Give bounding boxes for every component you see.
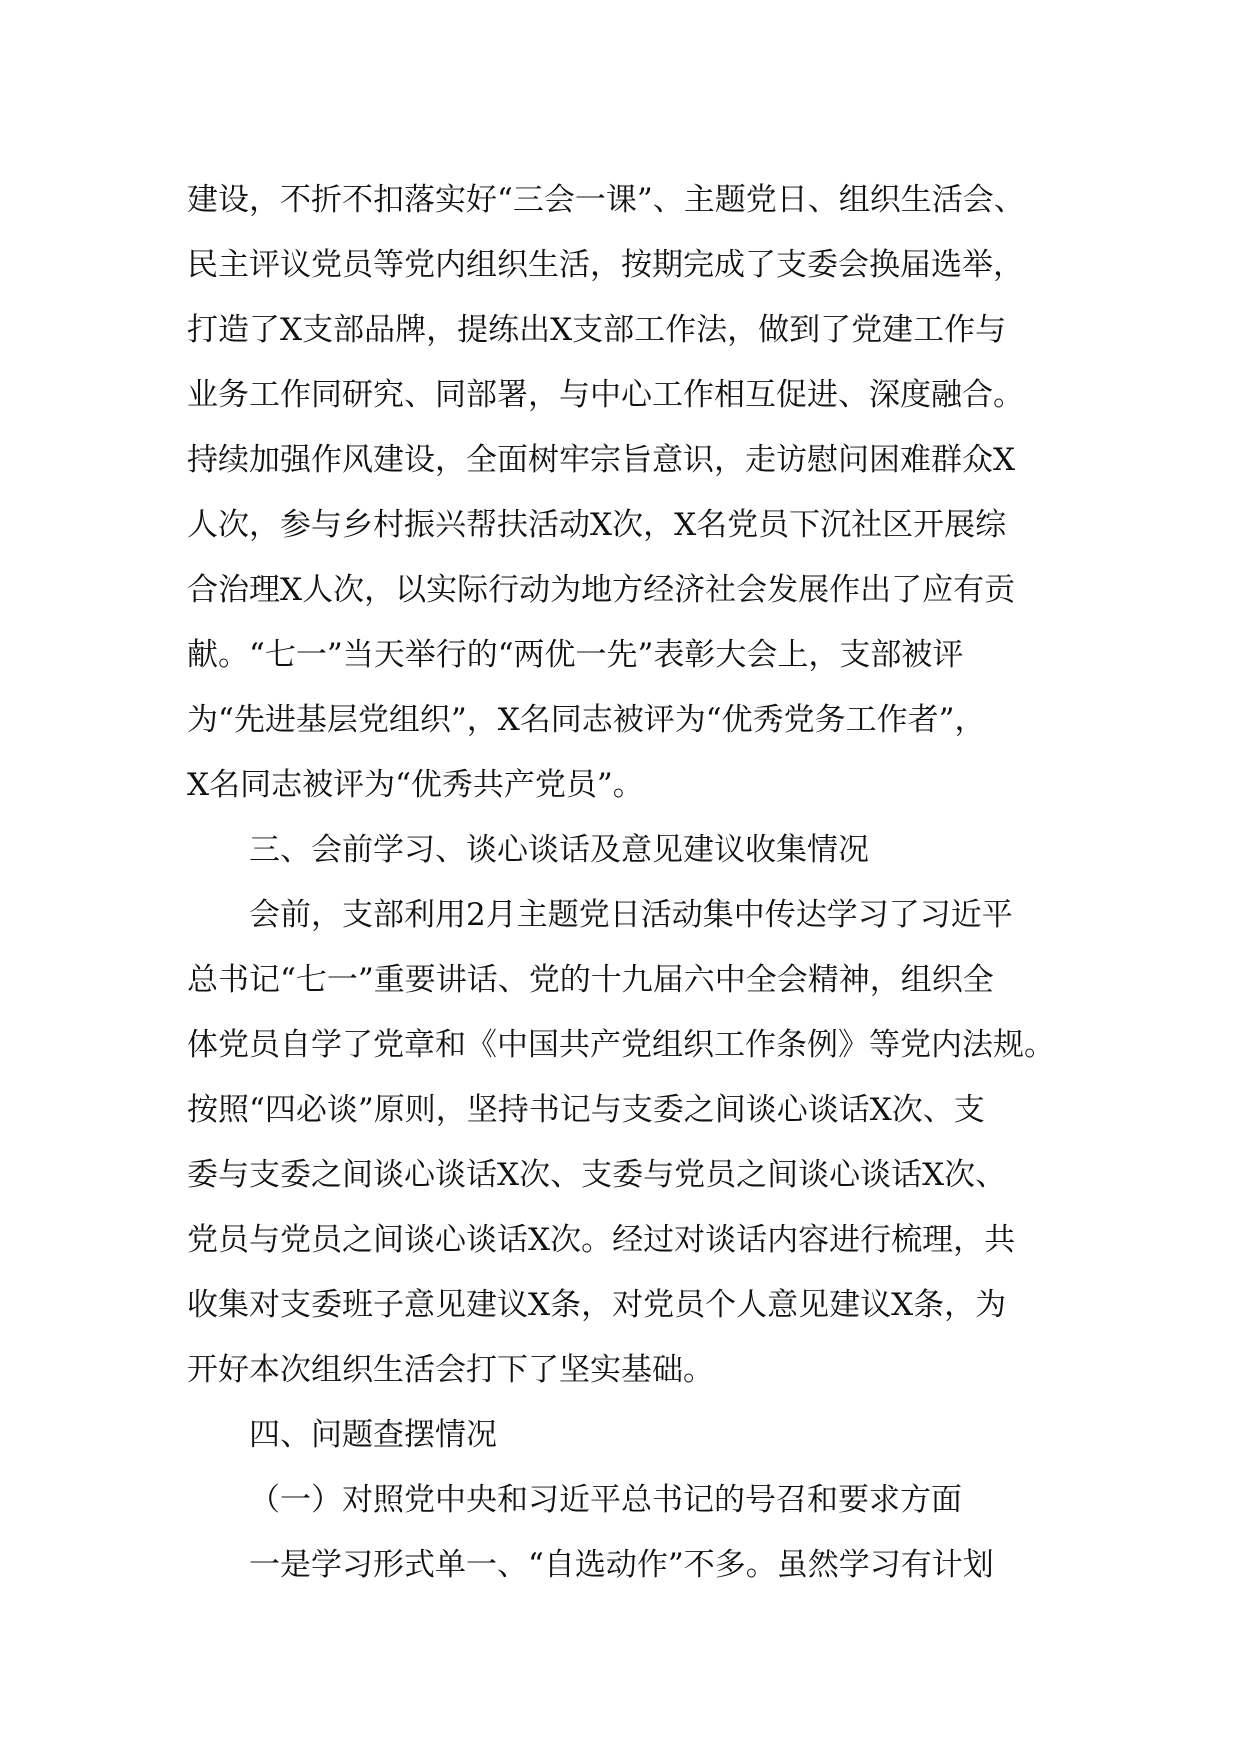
text-line: 党员与党员之间谈心谈话X次。经过对谈话内容进行梳理，共 xyxy=(187,1222,1016,1258)
text-line: 按照“四必谈”原则，坚持书记与支委之间谈心谈话X次、支 xyxy=(187,1092,985,1128)
text-line: 民主评议党员等党内组织生活，按期完成了支委会换届选举， xyxy=(187,247,1024,283)
text-line: 会前，支部利用2月主题党日活动集中传达学习了习近平 xyxy=(249,897,1013,933)
text-line: 体党员自学了党章和《中国共产党组织工作条例》等党内法规。 xyxy=(187,1027,1055,1063)
text-line: （一）对照党中央和习近平总书记的号召和要求方面 xyxy=(249,1482,962,1518)
text-line: 打造了X支部品牌，提练出X支部工作法，做到了党建工作与 xyxy=(187,312,1007,348)
text-line: 一是学习形式单一、“自选动作”不多。虽然学习有计划 xyxy=(249,1547,994,1583)
text-line: 收集对支委班子意见建议X条，对党员个人意见建议X条，为 xyxy=(187,1287,1007,1323)
text-line: 开好本次组织生活会打下了坚实基础。 xyxy=(187,1352,714,1388)
text-line: 业务工作同研究、同部署，与中心工作相互促进、深度融合。 xyxy=(187,377,1024,413)
document-body xyxy=(187,168,1067,1598)
section-heading xyxy=(187,818,1067,883)
section-heading xyxy=(187,1468,1067,1533)
text-line: 持续加强作风建设，全面树牢宗旨意识，走访慰问困难群众X xyxy=(187,442,1016,478)
text-line: 三、会前学习、谈心谈话及意见建议收集情况 xyxy=(249,832,869,868)
paragraph xyxy=(187,1533,1067,1598)
paragraph xyxy=(187,168,1067,818)
text-line: 四、问题查摆情况 xyxy=(249,1417,497,1453)
text-line: 合治理X人次，以实际行动为地方经济社会发展作出了应有贡 xyxy=(187,572,1016,608)
text-line: 总书记“七一”重要讲话、党的十九届六中全会精神，组织全 xyxy=(187,962,994,998)
text-line: X名同志被评为“优秀共产党员”。 xyxy=(187,767,644,803)
text-line: 人次，参与乡村振兴帮扶活动X次，X名党员下沉社区开展综 xyxy=(187,507,1007,543)
text-line: 为“先进基层党组织”，X名同志被评为“优秀党务工作者”， xyxy=(187,702,986,738)
text-line: 建设，不折不扣落实好“三会一课”、主题党日、组织生活会、 xyxy=(187,182,1025,218)
section-heading xyxy=(187,1403,1067,1468)
paragraph xyxy=(187,883,1067,1403)
text-line: 献。“七一”当天举行的“两优一先”表彰大会上，支部被评 xyxy=(187,637,964,673)
text-line: 委与支委之间谈心谈话X次、支委与党员之间谈心谈话X次、 xyxy=(187,1157,1007,1193)
